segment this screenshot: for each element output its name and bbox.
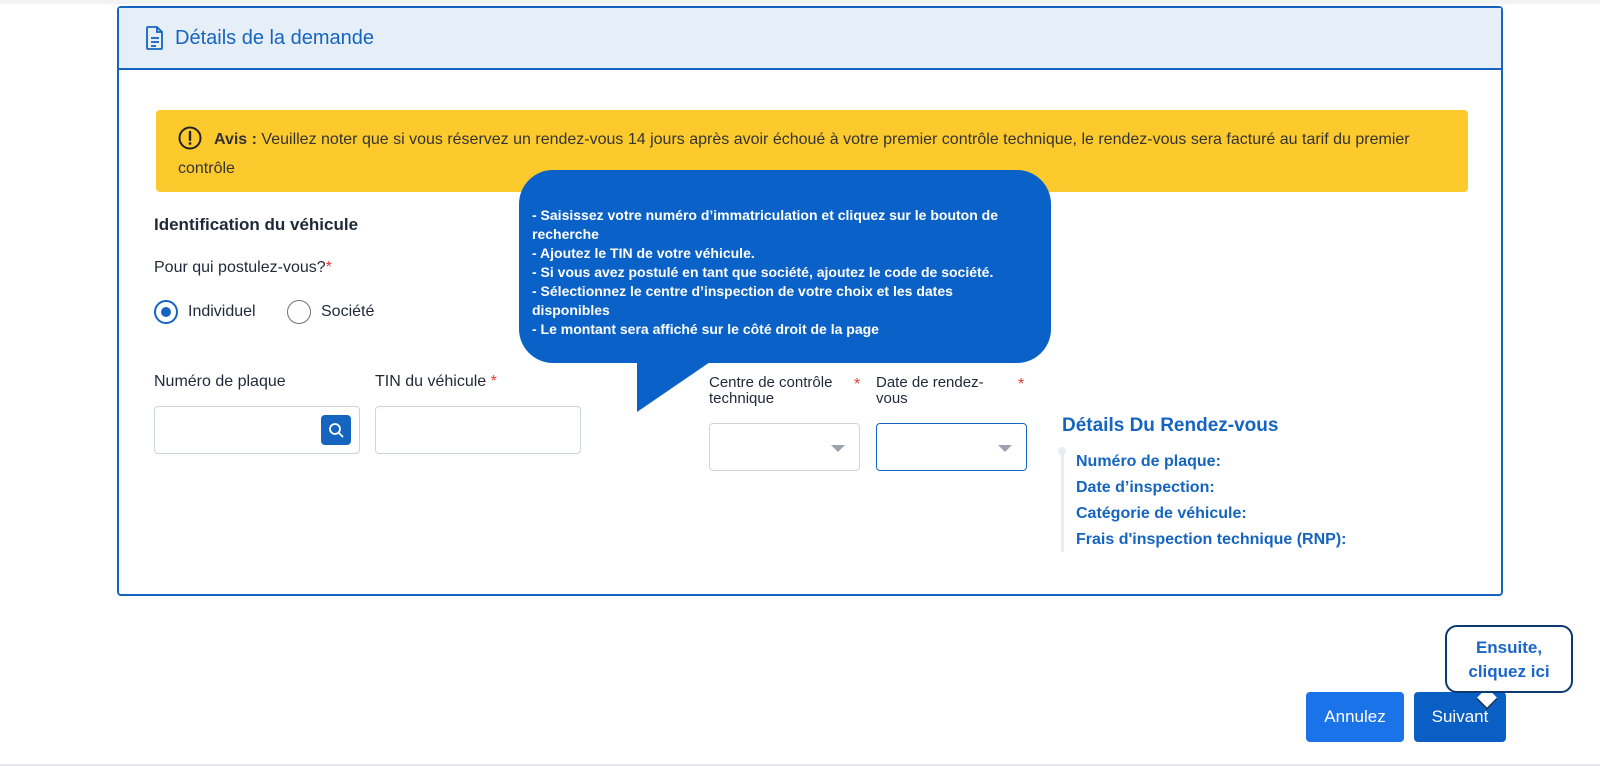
next-button[interactable]: Suivant xyxy=(1414,692,1506,742)
card-header xyxy=(119,8,1501,70)
detail-vehicle-category: Catégorie de véhicule: xyxy=(1076,505,1247,522)
document-icon xyxy=(145,26,165,50)
radio-individual-control[interactable] xyxy=(154,300,178,324)
search-button[interactable] xyxy=(321,415,351,445)
tin-label-text: TIN du véhicule xyxy=(375,373,487,390)
callout-line-2: cliquez ici xyxy=(1468,662,1550,681)
date-label-text: Date de rendez-vous xyxy=(876,374,984,407)
plate-label: Numéro de plaque xyxy=(154,373,286,390)
radio-company[interactable] xyxy=(287,300,374,324)
next-hint-callout xyxy=(1445,625,1573,693)
notice-label: Avis : xyxy=(214,131,257,148)
radio-individual[interactable] xyxy=(154,300,256,324)
center-label-text: Centre de contrôle technique xyxy=(709,374,833,407)
tooltip-line: - Si vous avez postulé en tant que société, ajoutez le code de société. xyxy=(532,264,994,280)
applicant-question xyxy=(154,259,332,277)
date-select[interactable] xyxy=(876,423,1027,471)
detail-plate: Numéro de plaque: xyxy=(1076,453,1221,470)
details-timeline-line xyxy=(1061,452,1064,552)
cancel-button[interactable]: Annulez xyxy=(1306,692,1404,742)
detail-inspection-date: Date d’inspection: xyxy=(1076,479,1215,496)
tooltip-pointer xyxy=(637,360,713,412)
required-mark: * xyxy=(325,259,332,276)
center-label xyxy=(709,375,857,407)
search-icon xyxy=(328,422,344,438)
detail-inspection-fee: Frais d'inspection technique (RNP): xyxy=(1076,531,1347,548)
callout-line-1: Ensuite, xyxy=(1475,638,1543,657)
appointment-details-list xyxy=(1076,452,1347,556)
applicant-question-text: Pour qui postulez-vous? xyxy=(154,259,326,276)
center-required-mark: * xyxy=(854,376,861,393)
guide-tooltip xyxy=(519,170,1051,363)
plate-input[interactable] xyxy=(154,406,360,454)
date-label xyxy=(876,375,1006,407)
vehicle-section-title: Identification du véhicule xyxy=(154,215,359,234)
notice-text: Veuillez noter que si vous réservez un rendez-vous 14 jours après avoir échoué à votre premier contrôle technique, le rendez-vous sera facturé au tarif du premier contrôle xyxy=(178,131,1410,177)
chevron-down-icon xyxy=(998,445,1012,452)
tin-label xyxy=(375,373,497,391)
chevron-down-icon xyxy=(831,445,845,452)
tooltip-line: - Sélectionnez le centre d’inspection de votre choix et les dates disponibles xyxy=(532,283,953,318)
tooltip-line: - Saisissez votre numéro d’immatriculation et cliquez sur le bouton de recherche xyxy=(532,207,998,242)
radio-company-label: Société xyxy=(321,303,375,320)
tooltip-line: - Ajoutez le TIN de votre véhicule. xyxy=(532,245,755,261)
warning-icon xyxy=(178,126,202,150)
required-mark: * xyxy=(490,373,497,390)
tin-input[interactable] xyxy=(375,406,581,454)
radio-individual-label: Individuel xyxy=(188,303,256,320)
center-select[interactable] xyxy=(709,423,860,471)
appointment-details-title: Détails Du Rendez-vous xyxy=(1062,415,1279,436)
card-title: Détails de la demande xyxy=(175,26,375,49)
tooltip-line: - Le montant sera affiché sur le côté droit de la page xyxy=(532,321,879,337)
date-required-mark: * xyxy=(1018,376,1025,393)
top-shadow xyxy=(0,0,1600,4)
radio-company-control[interactable] xyxy=(287,300,311,324)
